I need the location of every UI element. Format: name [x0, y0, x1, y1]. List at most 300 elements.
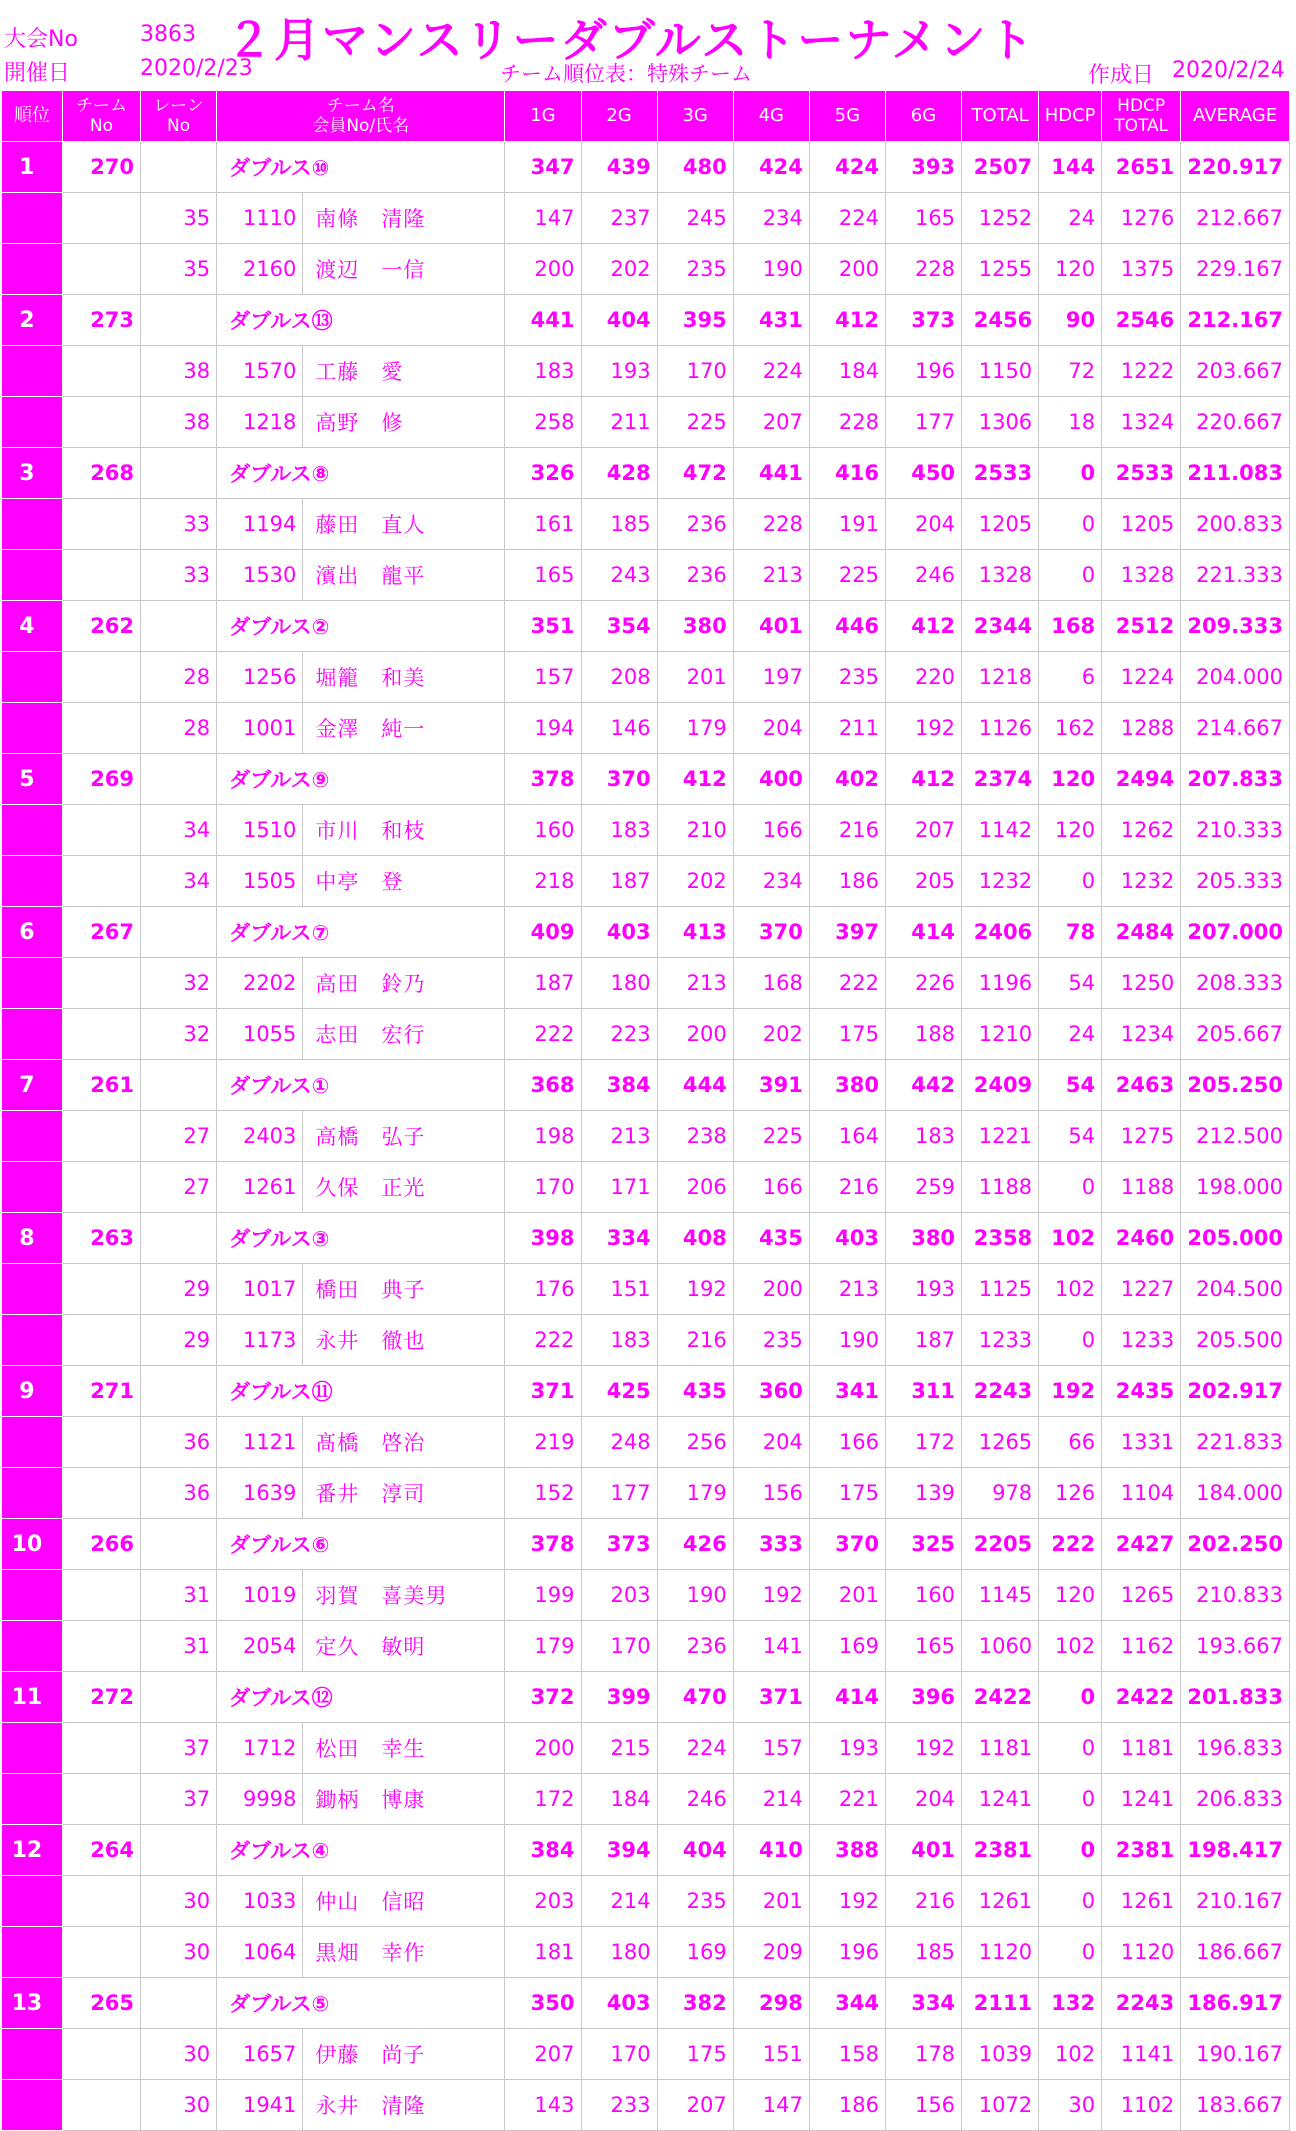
game-2-cell: 208	[581, 652, 657, 703]
game-2-cell: 151	[581, 1264, 657, 1315]
rank-cell: 5	[2, 754, 63, 805]
total-cell: 2111	[962, 1978, 1039, 2029]
rank-cell	[2, 550, 63, 601]
game-2-cell: 403	[581, 1978, 657, 2029]
total-cell: 2243	[962, 1366, 1039, 1417]
team-row	[2, 295, 1290, 346]
hdcp-cell: 126	[1039, 1468, 1102, 1519]
hdcp-cell: 54	[1039, 958, 1102, 1009]
average-cell: 212.167	[1181, 295, 1290, 346]
game-4-cell: 192	[733, 1570, 809, 1621]
game-4-cell: 234	[733, 193, 809, 244]
game-6-cell: 207	[885, 805, 961, 856]
game-6-cell: 172	[885, 1417, 961, 1468]
lane-cell	[141, 295, 217, 346]
game-1-cell: 326	[505, 448, 581, 499]
team-row	[2, 1519, 1290, 1570]
game-2-cell: 214	[581, 1876, 657, 1927]
name-cell: 番井 淳司	[303, 1468, 505, 1519]
game-2-cell: 213	[581, 1111, 657, 1162]
game-3-cell: 435	[657, 1366, 733, 1417]
member-row	[2, 958, 1290, 1009]
game-1-cell: 200	[505, 1723, 581, 1774]
name-cell: 中亭 登	[303, 856, 505, 907]
game-6-cell: 396	[885, 1672, 961, 1723]
game-4-cell: 401	[733, 601, 809, 652]
game-5-cell: 446	[809, 601, 885, 652]
game-6-cell: 414	[885, 907, 961, 958]
game-4-cell: 370	[733, 907, 809, 958]
hdcp-total-cell: 1224	[1102, 652, 1181, 703]
lane-cell	[141, 1519, 217, 1570]
rank-cell	[2, 1621, 63, 1672]
game-2-cell: 211	[581, 397, 657, 448]
game-3-cell: 179	[657, 703, 733, 754]
hdcp-total-cell: 2512	[1102, 601, 1181, 652]
total-cell: 1188	[962, 1162, 1039, 1213]
report-subtitle: チーム順位表：特殊チーム	[500, 62, 752, 86]
lane-cell: 35	[141, 193, 217, 244]
game-2-cell: 237	[581, 193, 657, 244]
hdcp-cell: 24	[1039, 1009, 1102, 1060]
member-no-cell: 1510	[217, 805, 303, 856]
member-no-cell: 1173	[217, 1315, 303, 1366]
hdcp-total-cell: 1241	[1102, 1774, 1181, 1825]
total-cell: 2456	[962, 295, 1039, 346]
game-4-cell: 298	[733, 1978, 809, 2029]
game-6-cell: 196	[885, 346, 961, 397]
total-cell: 2358	[962, 1213, 1039, 1264]
rank-cell: 6	[2, 907, 63, 958]
hdcp-cell: 120	[1039, 1570, 1102, 1621]
total-cell: 1265	[962, 1417, 1039, 1468]
game-1-cell: 378	[505, 1519, 581, 1570]
member-no-cell: 1064	[217, 1927, 303, 1978]
name-cell: 南條 清隆	[303, 193, 505, 244]
member-row	[2, 1570, 1290, 1621]
name-cell: 市川 和枝	[303, 805, 505, 856]
game-4-cell: 209	[733, 1927, 809, 1978]
game-6-cell: 412	[885, 601, 961, 652]
game-2-cell: 193	[581, 346, 657, 397]
average-cell: 193.667	[1181, 1621, 1290, 1672]
game-3-cell: 179	[657, 1468, 733, 1519]
game-3-cell: 472	[657, 448, 733, 499]
hdcp-cell: 24	[1039, 193, 1102, 244]
name-cell: ダブルス⑩	[217, 142, 505, 193]
game-2-cell: 180	[581, 1927, 657, 1978]
game-5-cell: 424	[809, 142, 885, 193]
hdcp-cell: 0	[1039, 1723, 1102, 1774]
hdcp-cell: 0	[1039, 550, 1102, 601]
game-4-cell: 225	[733, 1111, 809, 1162]
name-cell: 藤田 直人	[303, 499, 505, 550]
name-cell: 羽賀 喜美男	[303, 1570, 505, 1621]
hdcp-total-cell: 2427	[1102, 1519, 1181, 1570]
average-cell: 205.000	[1181, 1213, 1290, 1264]
name-cell: ダブルス②	[217, 601, 505, 652]
team-no-cell	[62, 1927, 140, 1978]
team-no-cell	[62, 703, 140, 754]
member-no-cell: 1941	[217, 2080, 303, 2131]
game-3-cell: 210	[657, 805, 733, 856]
game-3-cell: 213	[657, 958, 733, 1009]
average-cell: 186.917	[1181, 1978, 1290, 2029]
game-3-cell: 202	[657, 856, 733, 907]
member-row	[2, 1417, 1290, 1468]
game-2-cell: 183	[581, 805, 657, 856]
game-1-cell: 207	[505, 2029, 581, 2080]
lane-cell	[141, 601, 217, 652]
hdcp-total-cell: 1331	[1102, 1417, 1181, 1468]
average-cell: 208.333	[1181, 958, 1290, 1009]
member-row	[2, 499, 1290, 550]
game-4-cell: 424	[733, 142, 809, 193]
game-6-cell: 160	[885, 1570, 961, 1621]
member-no-cell: 1017	[217, 1264, 303, 1315]
team-no-cell: 266	[62, 1519, 140, 1570]
member-row	[2, 652, 1290, 703]
team-row	[2, 448, 1290, 499]
total-cell: 2507	[962, 142, 1039, 193]
rank-cell	[2, 1774, 63, 1825]
total-cell: 1328	[962, 550, 1039, 601]
team-no-cell	[62, 1468, 140, 1519]
hdcp-cell: 30	[1039, 2080, 1102, 2131]
team-no-cell: 264	[62, 1825, 140, 1876]
game-6-cell: 204	[885, 499, 961, 550]
hdcp-total-cell: 1328	[1102, 550, 1181, 601]
rank-cell	[2, 346, 63, 397]
game-6-cell: 311	[885, 1366, 961, 1417]
rank-cell	[2, 244, 63, 295]
game-5-cell: 388	[809, 1825, 885, 1876]
team-no-cell	[62, 805, 140, 856]
member-no-cell: 1530	[217, 550, 303, 601]
average-cell: 202.250	[1181, 1519, 1290, 1570]
game-5-cell: 166	[809, 1417, 885, 1468]
game-6-cell: 442	[885, 1060, 961, 1111]
lane-cell: 33	[141, 499, 217, 550]
team-no-cell	[62, 244, 140, 295]
team-no-cell: 269	[62, 754, 140, 805]
game-1-cell: 165	[505, 550, 581, 601]
game-3-cell: 408	[657, 1213, 733, 1264]
average-cell: 183.667	[1181, 2080, 1290, 2131]
member-no-cell: 9998	[217, 1774, 303, 1825]
member-row	[2, 1927, 1290, 1978]
lane-cell: 36	[141, 1417, 217, 1468]
rank-cell: 7	[2, 1060, 63, 1111]
game-3-cell: 206	[657, 1162, 733, 1213]
team-no-cell	[62, 2029, 140, 2080]
hdcp-total-cell: 1205	[1102, 499, 1181, 550]
game-5-cell: 184	[809, 346, 885, 397]
game-2-cell: 370	[581, 754, 657, 805]
game-4-cell: 391	[733, 1060, 809, 1111]
team-no-cell: 268	[62, 448, 140, 499]
average-cell: 204.500	[1181, 1264, 1290, 1315]
game-1-cell: 350	[505, 1978, 581, 2029]
game-5-cell: 344	[809, 1978, 885, 2029]
game-2-cell: 146	[581, 703, 657, 754]
game-4-cell: 435	[733, 1213, 809, 1264]
rank-cell	[2, 1417, 63, 1468]
rank-cell: 1	[2, 142, 63, 193]
game-6-cell: 216	[885, 1876, 961, 1927]
col-hdcp-total: HDCP TOTAL	[1102, 91, 1181, 142]
hdcp-total-cell: 1120	[1102, 1927, 1181, 1978]
team-row	[2, 907, 1290, 958]
name-cell: 高田 鈴乃	[303, 958, 505, 1009]
total-cell: 1232	[962, 856, 1039, 907]
col-name: チーム名 会員No/氏名	[217, 91, 505, 142]
report-title: ２月マンスリーダブルストーナメント	[226, 13, 1036, 67]
member-no-cell: 2160	[217, 244, 303, 295]
lane-cell	[141, 1978, 217, 2029]
game-2-cell: 243	[581, 550, 657, 601]
average-cell: 210.333	[1181, 805, 1290, 856]
hdcp-total-cell: 2494	[1102, 754, 1181, 805]
game-4-cell: 371	[733, 1672, 809, 1723]
hdcp-total-cell: 1262	[1102, 805, 1181, 856]
game-3-cell: 236	[657, 499, 733, 550]
team-no-cell: 273	[62, 295, 140, 346]
game-4-cell: 234	[733, 856, 809, 907]
game-4-cell: 207	[733, 397, 809, 448]
lane-cell: 27	[141, 1162, 217, 1213]
average-cell: 198.417	[1181, 1825, 1290, 1876]
member-no-cell: 1639	[217, 1468, 303, 1519]
member-row	[2, 805, 1290, 856]
game-6-cell: 401	[885, 1825, 961, 1876]
average-cell: 201.833	[1181, 1672, 1290, 1723]
hdcp-total-cell: 1324	[1102, 397, 1181, 448]
game-4-cell: 168	[733, 958, 809, 1009]
member-row	[2, 1621, 1290, 1672]
game-4-cell: 166	[733, 1162, 809, 1213]
game-1-cell: 203	[505, 1876, 581, 1927]
game-6-cell: 228	[885, 244, 961, 295]
total-cell: 2422	[962, 1672, 1039, 1723]
average-cell: 205.500	[1181, 1315, 1290, 1366]
average-cell: 211.083	[1181, 448, 1290, 499]
average-cell: 190.167	[1181, 2029, 1290, 2080]
rank-cell	[2, 1468, 63, 1519]
game-4-cell: 360	[733, 1366, 809, 1417]
game-1-cell: 183	[505, 346, 581, 397]
average-cell: 221.333	[1181, 550, 1290, 601]
game-5-cell: 216	[809, 805, 885, 856]
hdcp-total-cell: 1275	[1102, 1111, 1181, 1162]
hdcp-total-cell: 2422	[1102, 1672, 1181, 1723]
total-cell: 1039	[962, 2029, 1039, 2080]
team-no-cell	[62, 1315, 140, 1366]
team-no-cell: 261	[62, 1060, 140, 1111]
lane-cell: 34	[141, 805, 217, 856]
team-no-cell	[62, 1009, 140, 1060]
hdcp-total-cell: 1233	[1102, 1315, 1181, 1366]
average-cell: 212.500	[1181, 1111, 1290, 1162]
total-cell: 1218	[962, 652, 1039, 703]
game-5-cell: 175	[809, 1468, 885, 1519]
game-2-cell: 399	[581, 1672, 657, 1723]
lane-cell	[141, 1060, 217, 1111]
hdcp-cell: 120	[1039, 805, 1102, 856]
average-cell: 210.167	[1181, 1876, 1290, 1927]
team-row	[2, 142, 1290, 193]
hdcp-cell: 0	[1039, 1162, 1102, 1213]
average-cell: 204.000	[1181, 652, 1290, 703]
hdcp-cell: 78	[1039, 907, 1102, 958]
average-cell: 205.333	[1181, 856, 1290, 907]
taikai-no: 3863	[140, 22, 196, 47]
game-1-cell: 219	[505, 1417, 581, 1468]
game-2-cell: 180	[581, 958, 657, 1009]
hdcp-cell: 102	[1039, 1264, 1102, 1315]
game-5-cell: 221	[809, 1774, 885, 1825]
total-cell: 1150	[962, 346, 1039, 397]
game-3-cell: 236	[657, 1621, 733, 1672]
game-3-cell: 412	[657, 754, 733, 805]
member-row	[2, 703, 1290, 754]
average-cell: 207.000	[1181, 907, 1290, 958]
hdcp-total-cell: 1288	[1102, 703, 1181, 754]
average-cell: 203.667	[1181, 346, 1290, 397]
game-3-cell: 382	[657, 1978, 733, 2029]
game-1-cell: 179	[505, 1621, 581, 1672]
name-cell: 松田 幸生	[303, 1723, 505, 1774]
game-6-cell: 204	[885, 1774, 961, 1825]
game-5-cell: 380	[809, 1060, 885, 1111]
average-cell: 196.833	[1181, 1723, 1290, 1774]
game-3-cell: 444	[657, 1060, 733, 1111]
total-cell: 1261	[962, 1876, 1039, 1927]
game-4-cell: 141	[733, 1621, 809, 1672]
average-cell: 210.833	[1181, 1570, 1290, 1621]
hdcp-cell: 6	[1039, 652, 1102, 703]
game-1-cell: 194	[505, 703, 581, 754]
member-row	[2, 397, 1290, 448]
game-6-cell: 220	[885, 652, 961, 703]
hdcp-cell: 0	[1039, 1315, 1102, 1366]
game-5-cell: 192	[809, 1876, 885, 1927]
average-cell: 221.833	[1181, 1417, 1290, 1468]
total-cell: 1233	[962, 1315, 1039, 1366]
game-5-cell: 397	[809, 907, 885, 958]
game-5-cell: 224	[809, 193, 885, 244]
game-2-cell: 183	[581, 1315, 657, 1366]
game-5-cell: 414	[809, 1672, 885, 1723]
lane-cell: 27	[141, 1111, 217, 1162]
game-3-cell: 200	[657, 1009, 733, 1060]
game-5-cell: 412	[809, 295, 885, 346]
game-5-cell: 216	[809, 1162, 885, 1213]
name-cell: 仲山 信昭	[303, 1876, 505, 1927]
lane-cell	[141, 1672, 217, 1723]
lane-cell: 32	[141, 958, 217, 1009]
team-no-cell: 267	[62, 907, 140, 958]
rank-cell	[2, 1264, 63, 1315]
col-2g: 2G	[581, 91, 657, 142]
game-5-cell: 201	[809, 1570, 885, 1621]
member-no-cell: 1121	[217, 1417, 303, 1468]
game-4-cell: 204	[733, 1417, 809, 1468]
hdcp-cell: 144	[1039, 142, 1102, 193]
game-1-cell: 161	[505, 499, 581, 550]
col-4g: 4G	[733, 91, 809, 142]
team-row	[2, 754, 1290, 805]
game-2-cell: 404	[581, 295, 657, 346]
game-6-cell: 373	[885, 295, 961, 346]
hdcp-cell: 120	[1039, 754, 1102, 805]
game-3-cell: 175	[657, 2029, 733, 2080]
rank-cell	[2, 1876, 63, 1927]
col-team-no: チーム No	[62, 91, 140, 142]
col-total: TOTAL	[962, 91, 1039, 142]
name-cell: ダブルス⑬	[217, 295, 505, 346]
col-6g: 6G	[885, 91, 961, 142]
team-no-cell	[62, 346, 140, 397]
total-cell: 2374	[962, 754, 1039, 805]
game-5-cell: 228	[809, 397, 885, 448]
game-5-cell: 196	[809, 1927, 885, 1978]
game-4-cell: 166	[733, 805, 809, 856]
member-no-cell: 1001	[217, 703, 303, 754]
game-1-cell: 152	[505, 1468, 581, 1519]
lane-cell: 38	[141, 346, 217, 397]
hdcp-cell: 0	[1039, 1825, 1102, 1876]
game-5-cell: 190	[809, 1315, 885, 1366]
game-1-cell: 351	[505, 601, 581, 652]
game-5-cell: 191	[809, 499, 885, 550]
hdcp-total-cell: 1102	[1102, 2080, 1181, 2131]
hdcp-cell: 102	[1039, 1213, 1102, 1264]
rank-cell	[2, 1927, 63, 1978]
name-cell: 高野 修	[303, 397, 505, 448]
hdcp-cell: 66	[1039, 1417, 1102, 1468]
created-label: 作成日	[1088, 63, 1155, 88]
lane-cell	[141, 1825, 217, 1876]
hdcp-cell: 0	[1039, 1672, 1102, 1723]
hdcp-cell: 90	[1039, 295, 1102, 346]
average-cell: 200.833	[1181, 499, 1290, 550]
total-cell: 1126	[962, 703, 1039, 754]
hdcp-total-cell: 2463	[1102, 1060, 1181, 1111]
hdcp-cell: 222	[1039, 1519, 1102, 1570]
hdcp-cell: 0	[1039, 448, 1102, 499]
game-2-cell: 439	[581, 142, 657, 193]
game-4-cell: 157	[733, 1723, 809, 1774]
team-no-cell: 265	[62, 1978, 140, 2029]
game-3-cell: 395	[657, 295, 733, 346]
game-5-cell: 225	[809, 550, 885, 601]
rank-cell	[2, 499, 63, 550]
hdcp-total-cell: 1234	[1102, 1009, 1181, 1060]
game-5-cell: 158	[809, 2029, 885, 2080]
game-4-cell: 197	[733, 652, 809, 703]
game-3-cell: 224	[657, 1723, 733, 1774]
game-3-cell: 426	[657, 1519, 733, 1570]
hdcp-cell: 132	[1039, 1978, 1102, 2029]
game-6-cell: 226	[885, 958, 961, 1009]
hdcp-total-cell: 2484	[1102, 907, 1181, 958]
name-cell: ダブルス⑧	[217, 448, 505, 499]
hdcp-total-cell: 1222	[1102, 346, 1181, 397]
member-no-cell: 2202	[217, 958, 303, 1009]
game-1-cell: 172	[505, 1774, 581, 1825]
total-cell: 1060	[962, 1621, 1039, 1672]
